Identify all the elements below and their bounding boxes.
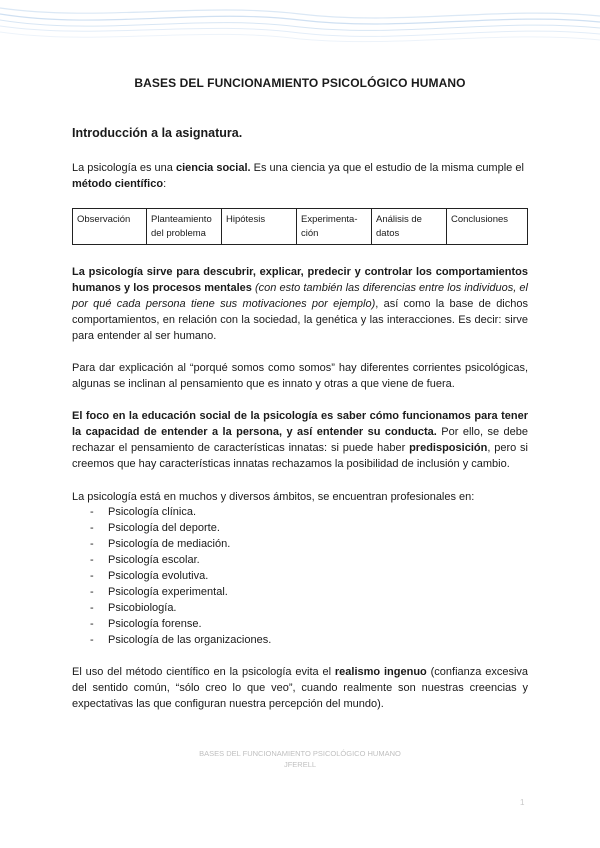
currents-paragraph: Para dar explicación al “porqué somos como somos” hay diferentes corrientes psicológicas, algunas se inclinan al pensamiento que es innato y otras a que viene de fuera. [72, 362, 528, 390]
fields-list [72, 504, 271, 648]
naive-realism-paragraph: El uso del método científico en la psicología evita el realismo ingenuo (confianza excesiva del sentido común, “sólo creo lo que veo”, cuando realmente son nuestras creencias y expectativas las que configuran nuestra percepción del mundo). [72, 666, 529, 710]
list-item: - Psicobiología. [90, 602, 177, 614]
method-step-cell: Conclusiones [447, 209, 528, 245]
list-item: - Psicología del deporte. [90, 522, 220, 534]
list-item: - Psicología clínica. [90, 506, 197, 518]
fields-intro: La psicología está en muchos y diversos ámbitos, se encuentran profesionales en: [72, 491, 475, 503]
header-wave-decoration [0, 0, 600, 60]
section-heading: Introducción a la asignatura. [72, 126, 243, 140]
method-step-cell: Hipótesis [222, 209, 297, 245]
page-number: 1 [520, 798, 525, 807]
document-title: BASES DEL FUNCIONAMIENTO PSICOLÓGICO HUMANO [134, 76, 466, 90]
method-step-cell: Experimenta-ción [297, 209, 372, 245]
intro-paragraph: La psicología es una ciencia social. Es una ciencia ya que el estudio de la misma cumple el método científico: [72, 162, 524, 190]
method-step-cell: Planteamiento del problema [147, 209, 222, 245]
list-item: - Psicología de mediación. [90, 538, 231, 550]
method-step-cell: Observación [73, 209, 147, 245]
footer-title: BASES DEL FUNCIONAMIENTO PSICOLÓGICO HUMANO [199, 749, 401, 758]
footer-author: JFERELL [283, 760, 317, 769]
list-item: - Psicología escolar. [90, 554, 200, 566]
focus-paragraph: El foco en la educación social de la psicología es saber cómo funcionamos para tener la capacidad de entender a la persona, y así entender su conducta. Por ello, se debe rechazar el pensamiento de características innatas: si puede haber predisposición, pero si creemos que hay características innatas rechazamos la posibilidad de inclusión y cambio. [72, 410, 528, 470]
purpose-paragraph: La psicología sirve para descubrir, explicar, predecir y controlar los comportamientos humanos y los procesos mentales (con esto también las diferencias entre los individuos, el por qué cada persona tiene sus motivaciones por ejemplo), así como la base de dichos comportamientos, en relación con la sociedad, la genética y las interacciones. Es decir: sirve para entender al ser humano. [72, 266, 528, 342]
page-footer [0, 748, 600, 770]
list-item: - Psicología evolutiva. [90, 570, 209, 582]
method-step-cell: Análisis de datos [372, 209, 447, 245]
list-item: - Psicología de las organizaciones. [90, 634, 272, 646]
list-item: - Psicología experimental. [90, 586, 228, 598]
scientific-method-table [72, 208, 528, 245]
table-row [73, 209, 528, 245]
list-item: - Psicología forense. [90, 618, 202, 630]
